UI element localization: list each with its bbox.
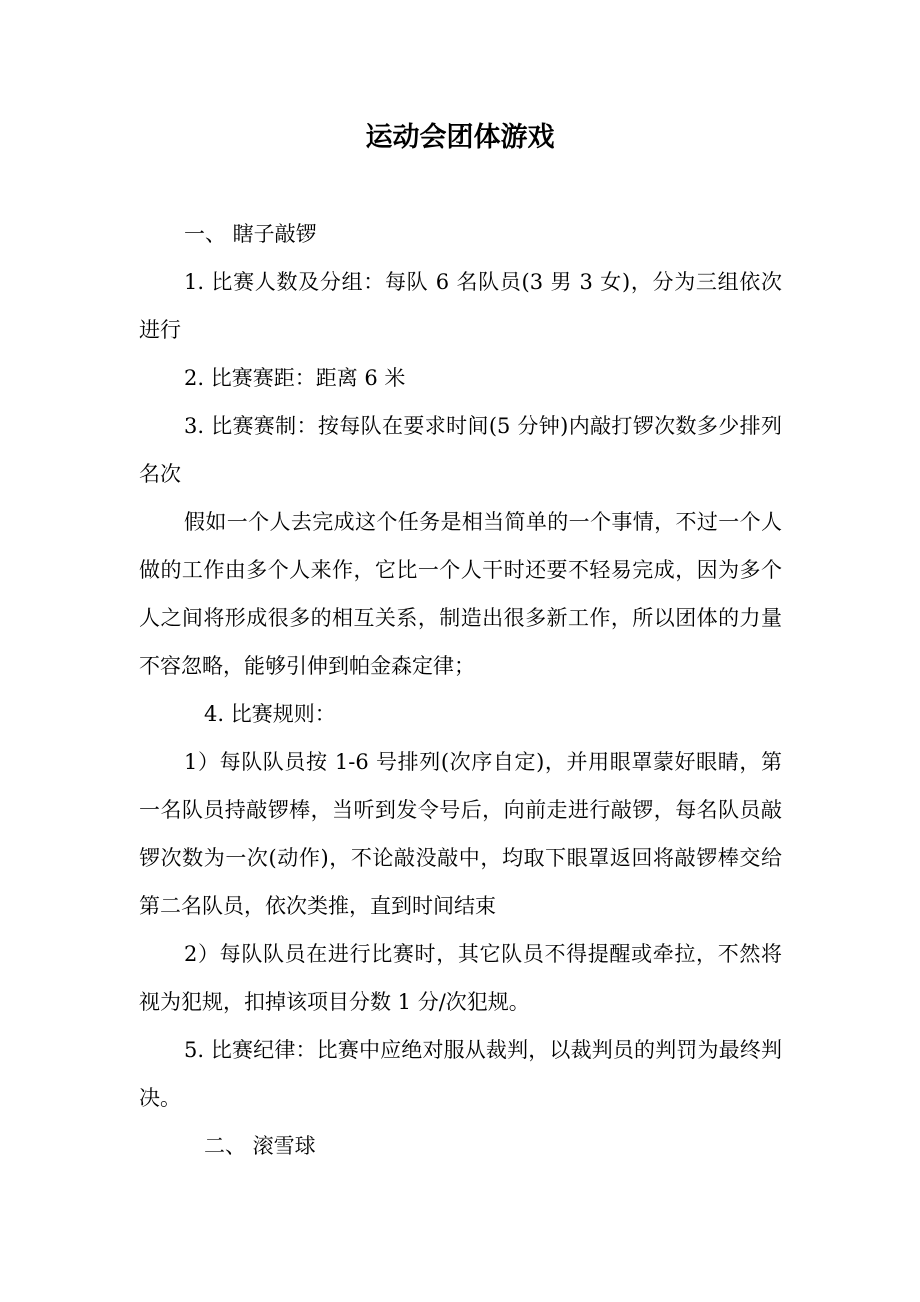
section-1-item-5: 5. 比赛纪律：比赛中应绝对服从裁判，以裁判员的判罚为最终判决。 [139,1038,782,1110]
section-1-heading: 一、 瞎子敲锣 [184,222,317,246]
section-1-rule-1: 1）每队队员按 1-6 号排列(次序自定)，并用眼罩蒙好眼睛，第一名队员持敲锣棒，当听到发令号后，向前走进行敲锣，每名队员敲锣次数为一次(动作)，不论敲没敲中，均取下眼罩返回将敲锣棒交给第二名队员，依次类推，直到时间结束 [139,750,782,918]
document-body [139,210,782,1170]
document-title: 运动会团体游戏 [365,122,555,153]
section-2-heading: 二、 滚雪球 [204,1134,316,1158]
section-1-item-4: 4. 比赛规则： [204,702,336,726]
section-1-item-1: 1. 比赛人数及分组：每队 6 名队员(3 男 3 女)，分为三组依次进行 [139,270,782,342]
section-1-paragraph: 假如一个人去完成这个任务是相当简单的一个事情，不过一个人做的工作由多个人来作，它比一个人干时还要不轻易完成，因为多个人之间将形成很多的相互关系，制造出很多新工作，所以团体的力量不容忽略，能够引伸到帕金森定律； [139,510,782,678]
section-1-item-3: 3. 比赛赛制：按每队在要求时间(5 分钟)内敲打锣次数多少排列名次 [139,414,782,486]
section-1-item-2: 2. 比赛赛距：距离 6 米 [184,366,406,390]
section-1-rule-2: 2）每队队员在进行比赛时，其它队员不得提醒或牵拉，不然将视为犯规，扣掉该项目分数 1 分/次犯规。 [139,942,782,1014]
